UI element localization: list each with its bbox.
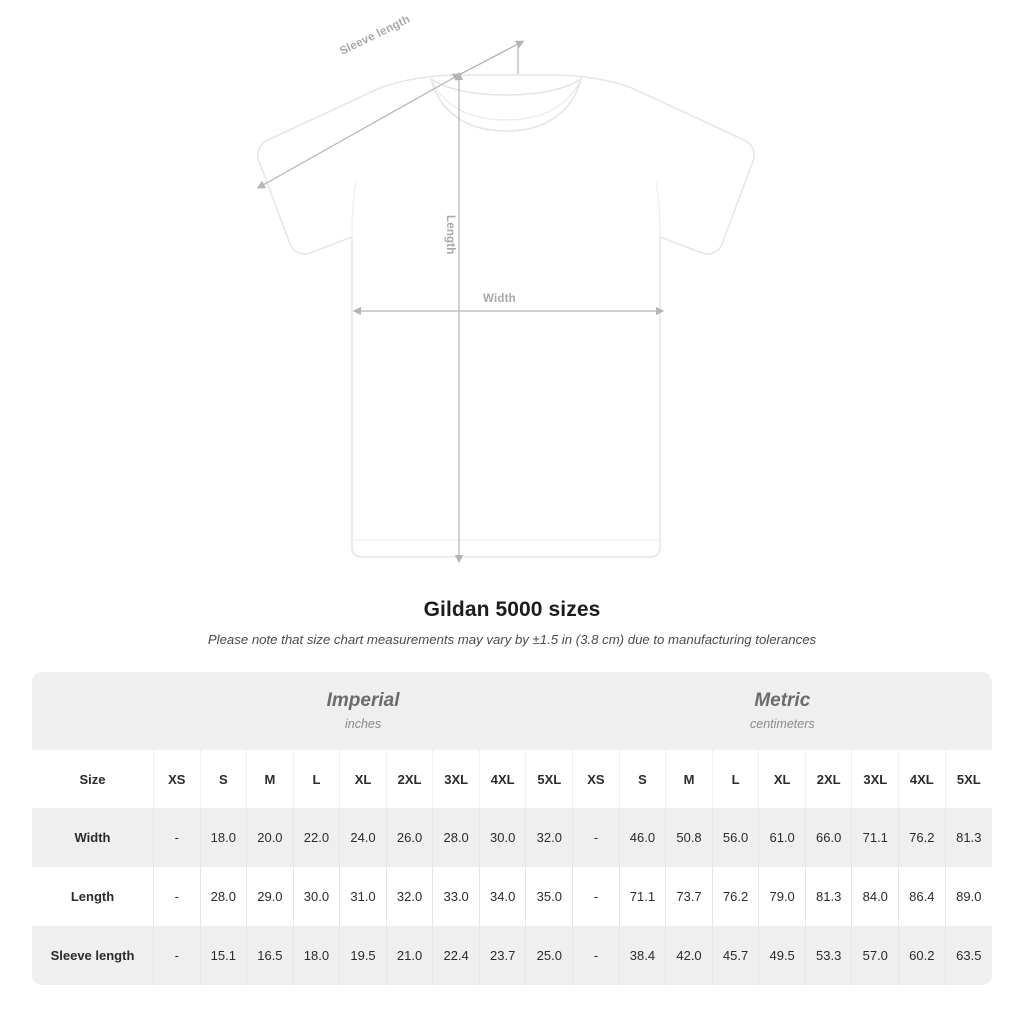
cell-sleeve-imperial-xl: 19.5 (340, 926, 387, 985)
header-metric-l: L (712, 750, 759, 808)
unit-imperial-name: Imperial (326, 690, 400, 712)
cell-width-metric-5xl: 81.3 (945, 808, 992, 867)
cell-sleeve-metric-xs: - (573, 926, 620, 985)
size-table (32, 672, 992, 985)
header-imperial-l: L (293, 750, 340, 808)
header-imperial-s: S (200, 750, 247, 808)
cell-sleeve-metric-2xl: 53.3 (805, 926, 852, 985)
cell-width-metric-xs: - (573, 808, 620, 867)
table-row (32, 808, 992, 867)
cell-width-imperial-2xl: 26.0 (386, 808, 433, 867)
table-row (32, 926, 992, 985)
cell-sleeve-imperial-m: 16.5 (247, 926, 294, 985)
header-imperial-5xl: 5XL (526, 750, 573, 808)
header-imperial-m: M (247, 750, 294, 808)
cell-sleeve-metric-3xl: 57.0 (852, 926, 899, 985)
cell-sleeve-imperial-4xl: 23.7 (479, 926, 526, 985)
unit-row-spacer (32, 672, 153, 750)
unit-imperial-sub: inches (344, 716, 382, 731)
cell-length-imperial-s: 28.0 (200, 867, 247, 926)
cell-sleeve-imperial-xs: - (153, 926, 200, 985)
header-metric-5xl: 5XL (945, 750, 992, 808)
cell-length-metric-l: 76.2 (712, 867, 759, 926)
cell-sleeve-imperial-5xl: 25.0 (526, 926, 573, 985)
cell-sleeve-metric-l: 45.7 (712, 926, 759, 985)
row-label-length: Length (32, 867, 153, 926)
cell-length-metric-5xl: 89.0 (945, 867, 992, 926)
cell-length-metric-m: 73.7 (666, 867, 713, 926)
cell-sleeve-metric-5xl: 63.5 (945, 926, 992, 985)
cell-length-imperial-l: 30.0 (293, 867, 340, 926)
cell-width-imperial-xl: 24.0 (340, 808, 387, 867)
header-size-label: Size (32, 750, 153, 808)
header-metric-xs: XS (573, 750, 620, 808)
header-metric-m: M (666, 750, 713, 808)
header-imperial-xs: XS (153, 750, 200, 808)
table-row (32, 867, 992, 926)
cell-sleeve-metric-m: 42.0 (666, 926, 713, 985)
cell-sleeve-imperial-s: 15.1 (200, 926, 247, 985)
unit-metric-sub: centimeters (750, 716, 815, 731)
cell-width-metric-2xl: 66.0 (805, 808, 852, 867)
cell-width-metric-s: 46.0 (619, 808, 666, 867)
header-metric-4xl: 4XL (899, 750, 946, 808)
cell-width-imperial-5xl: 32.0 (526, 808, 573, 867)
cell-width-metric-m: 50.8 (666, 808, 713, 867)
cell-sleeve-metric-xl: 49.5 (759, 926, 806, 985)
cell-length-metric-xl: 79.0 (759, 867, 806, 926)
length-label: Length (444, 215, 456, 255)
header-imperial-3xl: 3XL (433, 750, 480, 808)
width-label: Width (483, 293, 516, 305)
cell-sleeve-imperial-3xl: 22.4 (433, 926, 480, 985)
title-block (0, 598, 1024, 647)
row-label-width: Width (32, 808, 153, 867)
header-metric-xl: XL (759, 750, 806, 808)
cell-width-metric-3xl: 71.1 (852, 808, 899, 867)
cell-length-imperial-xl: 31.0 (340, 867, 387, 926)
cell-length-metric-xs: - (573, 867, 620, 926)
header-imperial-xl: XL (340, 750, 387, 808)
cell-width-imperial-xs: - (153, 808, 200, 867)
cell-length-metric-4xl: 86.4 (899, 867, 946, 926)
cell-sleeve-metric-4xl: 60.2 (899, 926, 946, 985)
header-metric-s: S (619, 750, 666, 808)
unit-imperial-cell (153, 672, 572, 750)
cell-width-metric-l: 56.0 (712, 808, 759, 867)
cell-width-imperial-3xl: 28.0 (433, 808, 480, 867)
size-header-row (32, 750, 992, 808)
header-metric-2xl: 2XL (805, 750, 852, 808)
unit-metric-cell (573, 672, 992, 750)
cell-length-imperial-xs: - (153, 867, 200, 926)
header-imperial-4xl: 4XL (479, 750, 526, 808)
tolerance-note: Please note that size chart measurements may vary by ±1.5 in (3.8 cm) due to manufacturing tolerances (207, 632, 817, 647)
page-title: Gildan 5000 sizes (423, 598, 601, 621)
cell-length-imperial-5xl: 35.0 (526, 867, 573, 926)
header-imperial-2xl: 2XL (386, 750, 433, 808)
cell-width-imperial-m: 20.0 (247, 808, 294, 867)
cell-length-imperial-4xl: 34.0 (479, 867, 526, 926)
cell-length-metric-s: 71.1 (619, 867, 666, 926)
unit-header-row (32, 672, 992, 750)
cell-length-imperial-3xl: 33.0 (433, 867, 480, 926)
cell-sleeve-metric-s: 38.4 (619, 926, 666, 985)
cell-sleeve-imperial-2xl: 21.0 (386, 926, 433, 985)
cell-width-metric-4xl: 76.2 (899, 808, 946, 867)
row-label-sleeve-length: Sleeve length (32, 926, 153, 985)
cell-sleeve-imperial-l: 18.0 (293, 926, 340, 985)
sleeve-length-label: Sleeve length (338, 13, 413, 58)
cell-length-imperial-2xl: 32.0 (386, 867, 433, 926)
cell-length-metric-2xl: 81.3 (805, 867, 852, 926)
cell-width-imperial-4xl: 30.0 (479, 808, 526, 867)
cell-length-metric-3xl: 84.0 (852, 867, 899, 926)
cell-width-metric-xl: 61.0 (759, 808, 806, 867)
cell-length-imperial-m: 29.0 (247, 867, 294, 926)
cell-width-imperial-l: 22.0 (293, 808, 340, 867)
unit-metric-name: Metric (754, 690, 811, 712)
header-metric-3xl: 3XL (852, 750, 899, 808)
cell-width-imperial-s: 18.0 (200, 808, 247, 867)
tshirt-shape (258, 75, 754, 557)
size-table-wrapper (32, 672, 992, 985)
